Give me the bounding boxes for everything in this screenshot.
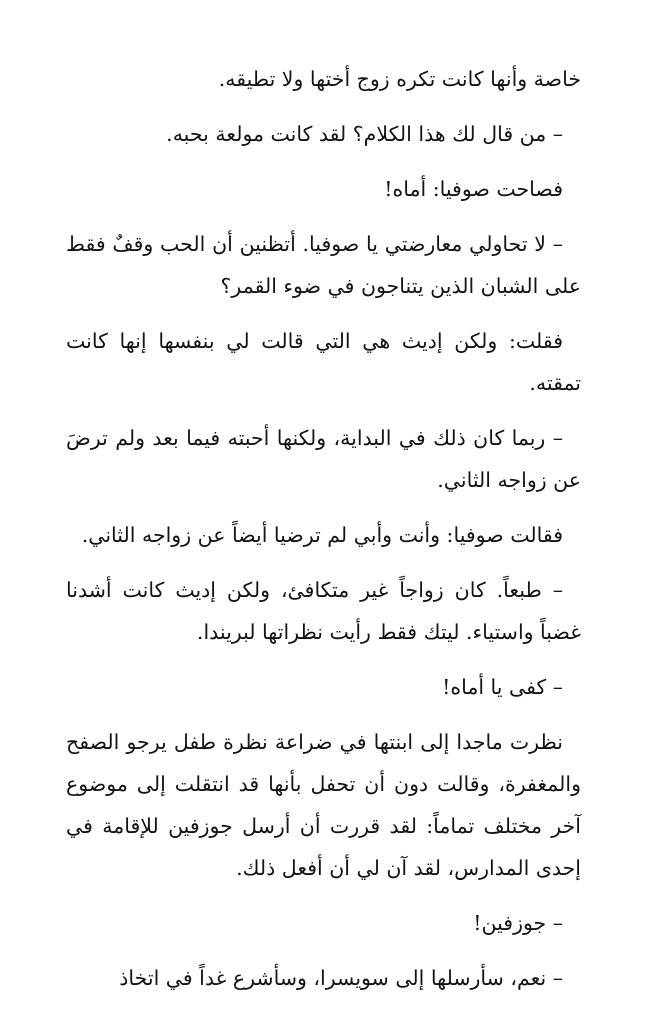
paragraph-11: – جوزفين! bbox=[473, 911, 563, 935]
book-page bbox=[66, 58, 581, 1012]
paragraph-5: فقلت: ولكن إديث هي التي قالت لي بنفسها إنها كانت تمقته. bbox=[66, 329, 581, 395]
paragraph-10: نظرت ماجدا إلى ابنتها في ضراعة نظرة طفل يرجو الصفح والمغفرة، وقالت دون أن تحفل بأنها قد انتقلت إلى موضوع آخر مختلف تماماً: لقد قررت أن أرسل جوزفين للإقامة في إحدى المدارس، لقد آن لي أن أفعل ذلك. bbox=[66, 730, 581, 880]
paragraph-9: – كفى يا أماه! bbox=[442, 675, 563, 699]
paragraph-7: فقالت صوفيا: وأنت وأبي لم ترضيا أيضاً عن زواجه الثاني. bbox=[81, 523, 563, 547]
paragraph-6: – ربما كان ذلك في البداية، ولكنها أحبته فيما بعد ولم ترضَ عن زواجه الثاني. bbox=[66, 426, 581, 492]
paragraph-2: – من قال لك هذا الكلام؟ لقد كانت مولعة بحبه. bbox=[166, 122, 563, 146]
paragraph-1: خاصة وأنها كانت تكره زوج أختها ولا تطيقه. bbox=[218, 67, 581, 91]
paragraph-12: – نعم، سأرسلها إلى سويسرا، وسأشرع غداً في اتخاذ bbox=[119, 966, 563, 990]
paragraph-8: – طبعاً. كان زواجاً غير متكافئ، ولكن إديث كانت أشدنا غضباً واستياء. ليتك فقط رأيت نظراتها لبريندا. bbox=[66, 578, 581, 644]
paragraph-3: فصاحت صوفيا: أماه! bbox=[384, 177, 563, 201]
paragraph-4: – لا تحاولي معارضتي يا صوفيا. أتظنين أن الحب وقفٌ فقط على الشبان الذين يتناجون في ضوء القمر؟ bbox=[66, 232, 581, 298]
